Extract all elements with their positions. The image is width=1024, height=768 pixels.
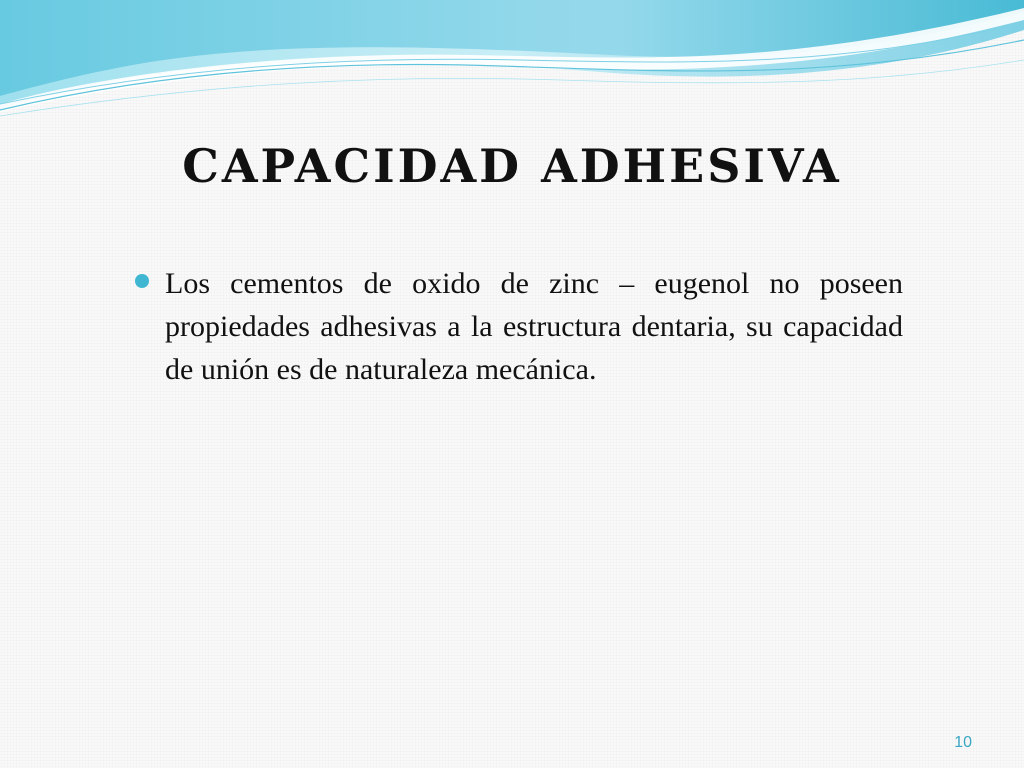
slide-title-text: CAPACIDAD ADHESIVA — [182, 139, 842, 193]
bullet-text: Los cementos de oxido de zinc – eugenol no poseen propiedades adhesivas a la estructura dentaria, su capacidad de unión es de naturaleza mecánica. — [165, 267, 903, 386]
bullet-item — [133, 262, 903, 391]
bullet-list — [133, 262, 903, 391]
slide-title — [0, 136, 1024, 196]
bullet-dot-icon — [135, 274, 149, 288]
page-number: 10 — [954, 734, 972, 751]
decorative-wave-header — [0, 0, 1024, 130]
